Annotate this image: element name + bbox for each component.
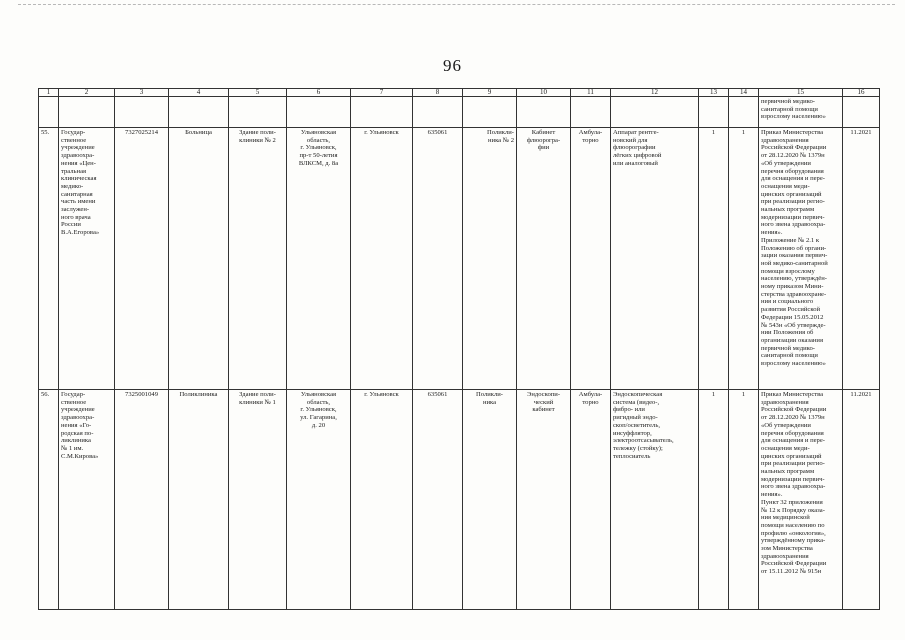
cell-code: 635061 [413,128,463,390]
cell-empty [843,97,880,128]
cell-empty [115,97,169,128]
column-number: 16 [843,89,880,97]
cell-org-type: Поликлиника [169,390,229,610]
cell-empty [169,97,229,128]
column-number: 1 [39,89,59,97]
cell-equipment: Эндоскопическая система (видео-, фибро- или ригидный эндо- скоп/осветитель, инсуффлятор, электроотсасыватель, тележку (стойку); теплосиатель [611,390,699,610]
cell-room: Кабинет флюорогра- фии [517,128,571,390]
column-number: 3 [115,89,169,97]
cell-empty [351,97,413,128]
table-row-continuation [39,97,880,128]
cell-inn: 7325001049 [115,390,169,610]
cell-legal-basis: первичной медико- санитарной помощи взрослому населению» [759,97,843,128]
cell-care-mode: Амбула- торно [571,390,611,610]
cell-organization: Государ- ственное учреждение здравоохра- нения «Цен- тральная клиническая медико- санитарная часть имени заслужен- ного врача России В.А.Егорова» [59,128,115,390]
column-number: 5 [229,89,287,97]
cell-row-number: 55. [39,128,59,390]
cell-room: Эндоскопи- ческий кабинет [517,390,571,610]
cell-empty [59,97,115,128]
column-number: 9 [463,89,517,97]
column-number: 13 [699,89,729,97]
cell-empty [287,97,351,128]
cell-empty [699,97,729,128]
cell-equipment: Аппарат рентге- новский для флюорографии лёгких цифровой или аналоговый [611,128,699,390]
cell-quantity: 1 [729,128,759,390]
cell-code: 635061 [413,390,463,610]
column-number: 7 [351,89,413,97]
cell-address: Ульяновская область, г. Ульяновск, ул. Гагарина, д. 20 [287,390,351,610]
cell-empty [571,97,611,128]
column-number: 12 [611,89,699,97]
column-number: 11 [571,89,611,97]
table-row [39,128,880,390]
column-number: 6 [287,89,351,97]
cell-building: Здание поли- клиники № 2 [229,128,287,390]
register-table [38,88,880,610]
cell-unit: Поликли- ника № 2 [463,128,517,390]
cell-quantity: 1 [729,390,759,610]
column-number: 4 [169,89,229,97]
table-row [39,390,880,610]
cell-inn: 7327025214 [115,128,169,390]
cell-building: Здание поли- клиники № 1 [229,390,287,610]
cell-empty [413,97,463,128]
cell-empty [39,97,59,128]
page-number: 96 [443,56,462,75]
cell-city: г. Ульяновск [351,128,413,390]
cell-address: Ульяновская область, г. Ульяновск, пр-т 50-летия ВЛКСМ, д. 8а [287,128,351,390]
cell-date: 11.2021 [843,128,880,390]
cell-empty [729,97,759,128]
cell-date: 11.2021 [843,390,880,610]
cell-city: г. Ульяновск [351,390,413,610]
scan-top-edge [18,4,895,5]
cell-legal-basis: Приказ Министерства здравоохранения Российской Федерации от 28.12.2020 № 1379н «Об утверждении перечня оборудования для оснащения и пере- оснащения меди- цинских организаций при реализации регио- нальных программ модернизации первич- ного звена здравоохра- нения». Пункт 32 приложения № 12 к Порядку оказа- ния медицинской помощи населению по профилю «онкология», утверждённому прика- зом Министерства здравоохранения Российской Федерации от 15.11.2012 № 915н [759,390,843,610]
cell-quantity: 1 [699,128,729,390]
cell-empty [611,97,699,128]
column-number: 10 [517,89,571,97]
column-number: 15 [759,89,843,97]
cell-legal-basis: Приказ Министерства здравоохранения Российской Федерации от 28.12.2020 № 1379н «Об утверждении перечня оборудования для оснащения и пере- оснащения меди- цинских организаций при реализации регио- нальных программ модернизации первич- ного звена здравоохра- нения». Приложение № 2.1 к Положению об органи- зации оказания первич- ной медико-санитарной помощи взрослому населению, утверждён- ному приказом Мини- стерства здравоохране- ния и социального развития Российской Федерации 15.05.2012 № 543н «Об утвержде- нии Положения об организации оказания первичной медико- санитарной помощи взрослому населению» [759,128,843,390]
cell-care-mode: Амбула- торно [571,128,611,390]
column-number: 14 [729,89,759,97]
cell-empty [229,97,287,128]
cell-empty [463,97,517,128]
cell-organization: Государ- ственное учреждение здравоохра- нения «Го- родская по- ликлиника № 1 им. С.М.Кирова» [59,390,115,610]
column-number-row [39,89,880,97]
column-number: 2 [59,89,115,97]
cell-empty [517,97,571,128]
cell-quantity: 1 [699,390,729,610]
cell-row-number: 56. [39,390,59,610]
cell-unit: Поликли- ника [463,390,517,610]
column-number: 8 [413,89,463,97]
cell-org-type: Больница [169,128,229,390]
